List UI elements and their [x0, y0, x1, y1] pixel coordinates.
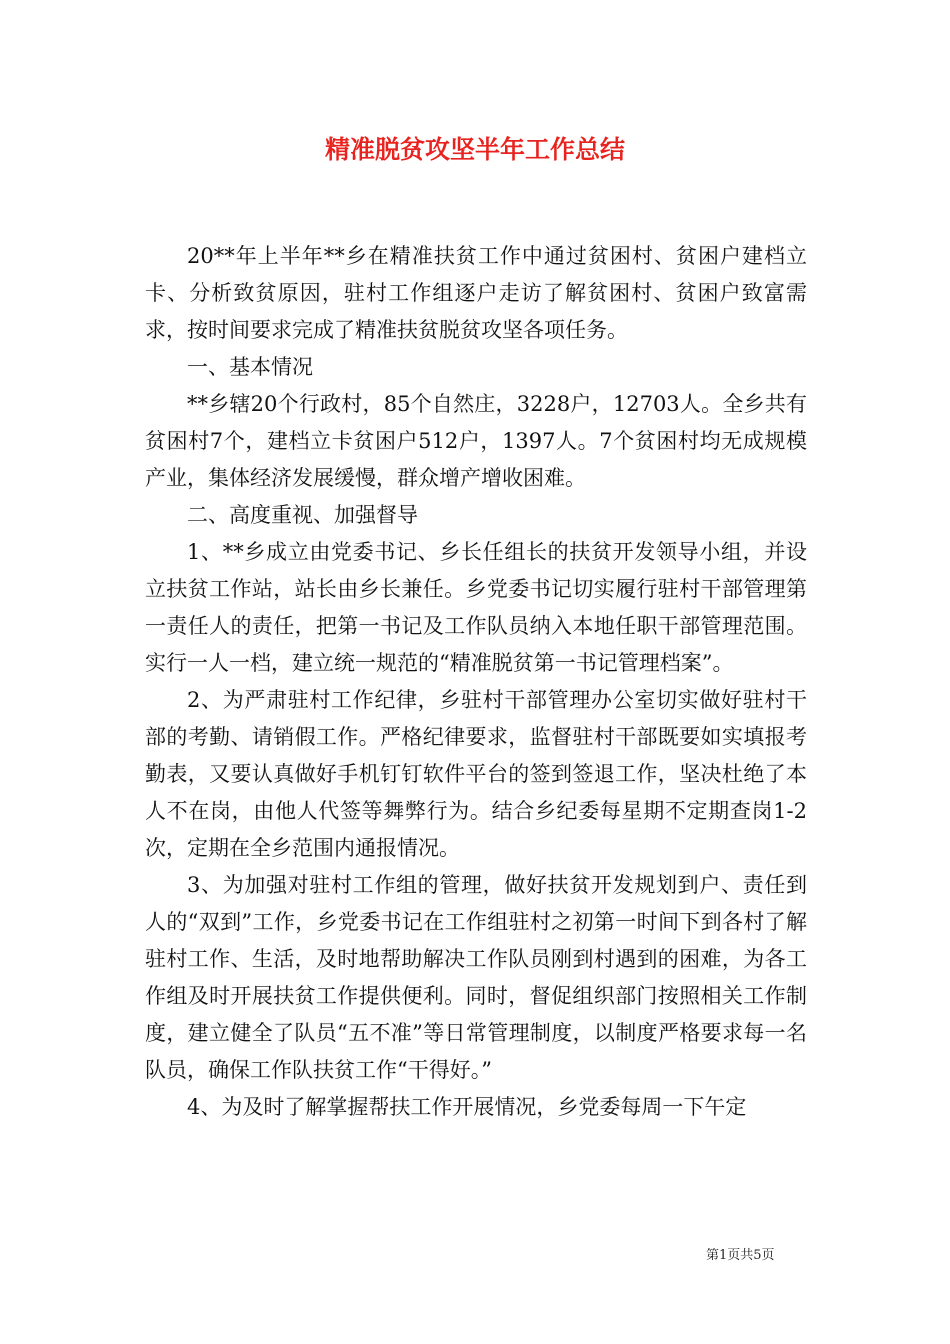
- document-body: [145, 238, 807, 1126]
- basic-situation-paragraph: **乡辖20个行政村，85个自然庄，3228户，12703人。全乡共有贫困村7个，建档立卡贫困户512户，1397人。7个贫困村均无成规模产业，集体经济发展缓慢，群众增产增收困难。: [145, 392, 807, 490]
- section-heading-supervision: 二、高度重视、加强督导: [187, 503, 418, 527]
- section-heading-basic: 一、基本情况: [187, 355, 313, 379]
- page-number: 第1页共5页: [706, 1248, 775, 1263]
- item-2-paragraph: 2、为严肃驻村工作纪律，乡驻村干部管理办公室切实做好驻村干部的考勤、请销假工作。严格纪律要求，监督驻村干部既要如实填报考勤表，又要认真做好手机钉钉软件平台的签到签退工作，坚决杜绝了本人不在岗，由他人代签等舞弊行为。结合乡纪委每星期不定期查岗1-2次，定期在全乡范围内通报情况。: [145, 688, 807, 860]
- item-4-paragraph: 4、为及时了解掌握帮扶工作开展情况，乡党委每周一下午定: [187, 1095, 747, 1119]
- item-1-paragraph: 1、**乡成立由党委书记、乡长任组长的扶贫开发领导小组，并设立扶贫工作站，站长由乡长兼任。乡党委书记切实履行驻村干部管理第一责任人的责任，把第一书记及工作队员纳入本地任职干部管理范围。实行一人一档，建立统一规范的“精准脱贫第一书记管理档案”。: [145, 540, 807, 675]
- intro-paragraph: 20**年上半年**乡在精准扶贫工作中通过贫困村、贫困户建档立卡、分析致贫原因，驻村工作组逐户走访了解贫困村、贫困户致富需求，按时间要求完成了精准扶贫脱贫攻坚各项任务。: [145, 244, 807, 342]
- item-3-paragraph: 3、为加强对驻村工作组的管理，做好扶贫开发规划到户、责任到人的“双到”工作，乡党委书记在工作组驻村之初第一时间下到各村了解驻村工作、生活，及时地帮助解决工作队员刚到村遇到的困难，为各工作组及时开展扶贫工作提供便利。同时，督促组织部门按照相关工作制度，建立健全了队员“五不准”等日常管理制度，以制度严格要求每一名队员，确保工作队扶贫工作“干得好。”: [145, 873, 807, 1082]
- document-title: 精准脱贫攻坚半年工作总结: [324, 135, 625, 164]
